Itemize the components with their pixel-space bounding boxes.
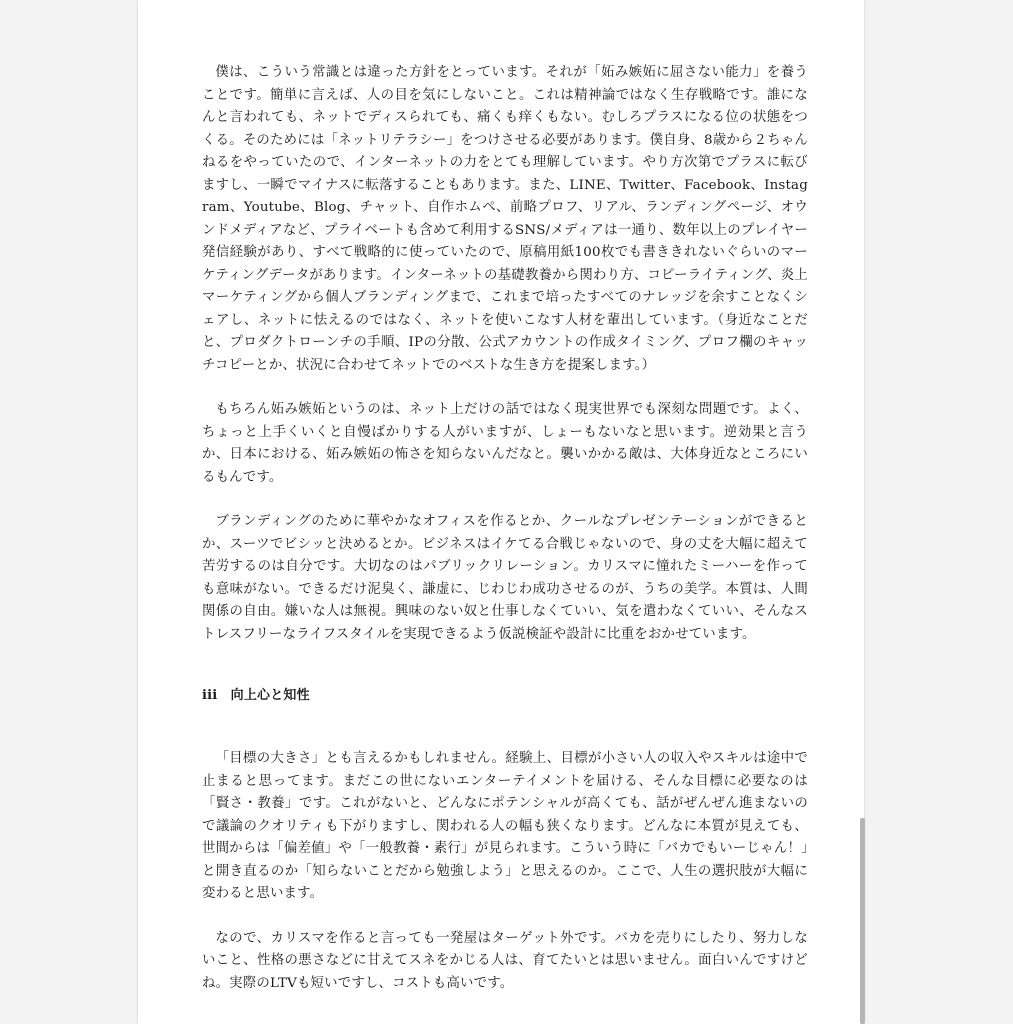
scrollbar-thumb[interactable]: [860, 818, 865, 1024]
paragraph-branding: ブランディングのために華やかなオフィスを作るとか、クールなプレゼンテーションができるとか、スーツでビシッと決めるとか。ビジネスはイケてる合戦じゃないので、身の丈を大幅に超えて苦労するのは自分です。大切なのはパブリックリレーション。カリスマに憧れたミーハーを作っても意味がない。できるだけ泥臭く、謙虚に、じわじわ成功させるのが、うちの美学。本質は、人間関係の自由。嫌いな人は無視。興味のない奴と仕事しなくていい、気を遣わなくていい、そんなストレスフリーなライフスタイルを実現できるよう仮説検証や設計に比重をおかせています。: [202, 514, 808, 642]
paragraph-strategy: 僕は、こういう常識とは違った方針をとっています。それが「妬み嫉妬に屈さない能力」を養うことです。簡単に言えば、人の目を気にしないこと。これは精神論ではなく生存戦略です。誰になんと言われても、ネットでディスられても、痛くも痒くもない。むしろプラスになる位の状態をつくる。そのためには「ネットリテラシー」をつけさせる必要があります。僕自身、8歳から２ちゃんねるをやっていたので、インターネットの力をとても理解しています。やり方次第でプラスに転びますし、一瞬でマイナスに転落することもあります。また、LINE、Twitter、Facebook、Instagram、Youtube、Blog、チャット、自作ホムペ、前略プロフ、リアル、ランディングページ、オウンドメディアなど、プライベートも含めて利用するSNS/メディアは一通り、数年以上のプレイヤー発信経験があり、すべて戦略的に使っていたので、原稿用紙100枚でも書ききれないぐらいのマーケティングデータがあります。インターネットの基礎教養から関わり方、コピーライティング、炎上マーケティングから個人ブランディングまで、これまで培ったすべてのナレッジを余すことなくシェアし、ネットに怯えるのではなく、ネットを使いこなす人材を輩出しています。（身近なことだと、プロダクトローンチの手順、IPの分散、公式アカウントの作成タイミング、プロフ欄のキャッチコピーとか、状況に合わせてネットでのベストな生き方を提案します。）: [202, 65, 808, 373]
paragraph-charisma: なので、カリスマを作ると言っても一発屋はターゲット外です。バカを売りにしたり、努力しないこと、性格の悪さなどに甘えてスネをかじる人は、育てたいとは思いません。面白いんですけどね。実際のLTVも短いですし、コストも高いです。: [202, 930, 808, 991]
document-page: [138, 0, 864, 1024]
paragraph-goal: 「目標の大きさ」とも言えるかもしれません。経験上、目標が小さい人の収入やスキルは途中で止まると思ってます。まだこの世にないエンターテイメントを届ける、そんな目標に必要なのは「賢さ・教養」です。これがないと、どんなにポテンシャルが高くても、話がぜんぜん進まないので議論のクオリティも下がりますし、関われる人の幅も狭くなります。どんなに本質が見えても、世間からは「偏差値」や「一般教養・素行」が見られます。こういう時に「バカでもいーじゃん！」と開き直るのか「知らないことだから勉強しよう」と思えるのか。ここで、人生の選択肢が大幅に変わると思います。: [202, 751, 808, 901]
paragraph-jealousy: もちろん妬み嫉妬というのは、ネット上だけの話ではなく現実世界でも深刻な問題です。よく、ちょっと上手くいくと自慢ばかりする人がいますが、しょーもないなと思います。逆効果と言うか、日本における、妬み嫉妬の怖さを知らないんだなと。襲いかかる敵は、大体身近なところにいるもんです。: [202, 402, 808, 485]
section-heading: iii 向上心と知性: [202, 688, 310, 703]
page-content: [202, 62, 808, 995]
